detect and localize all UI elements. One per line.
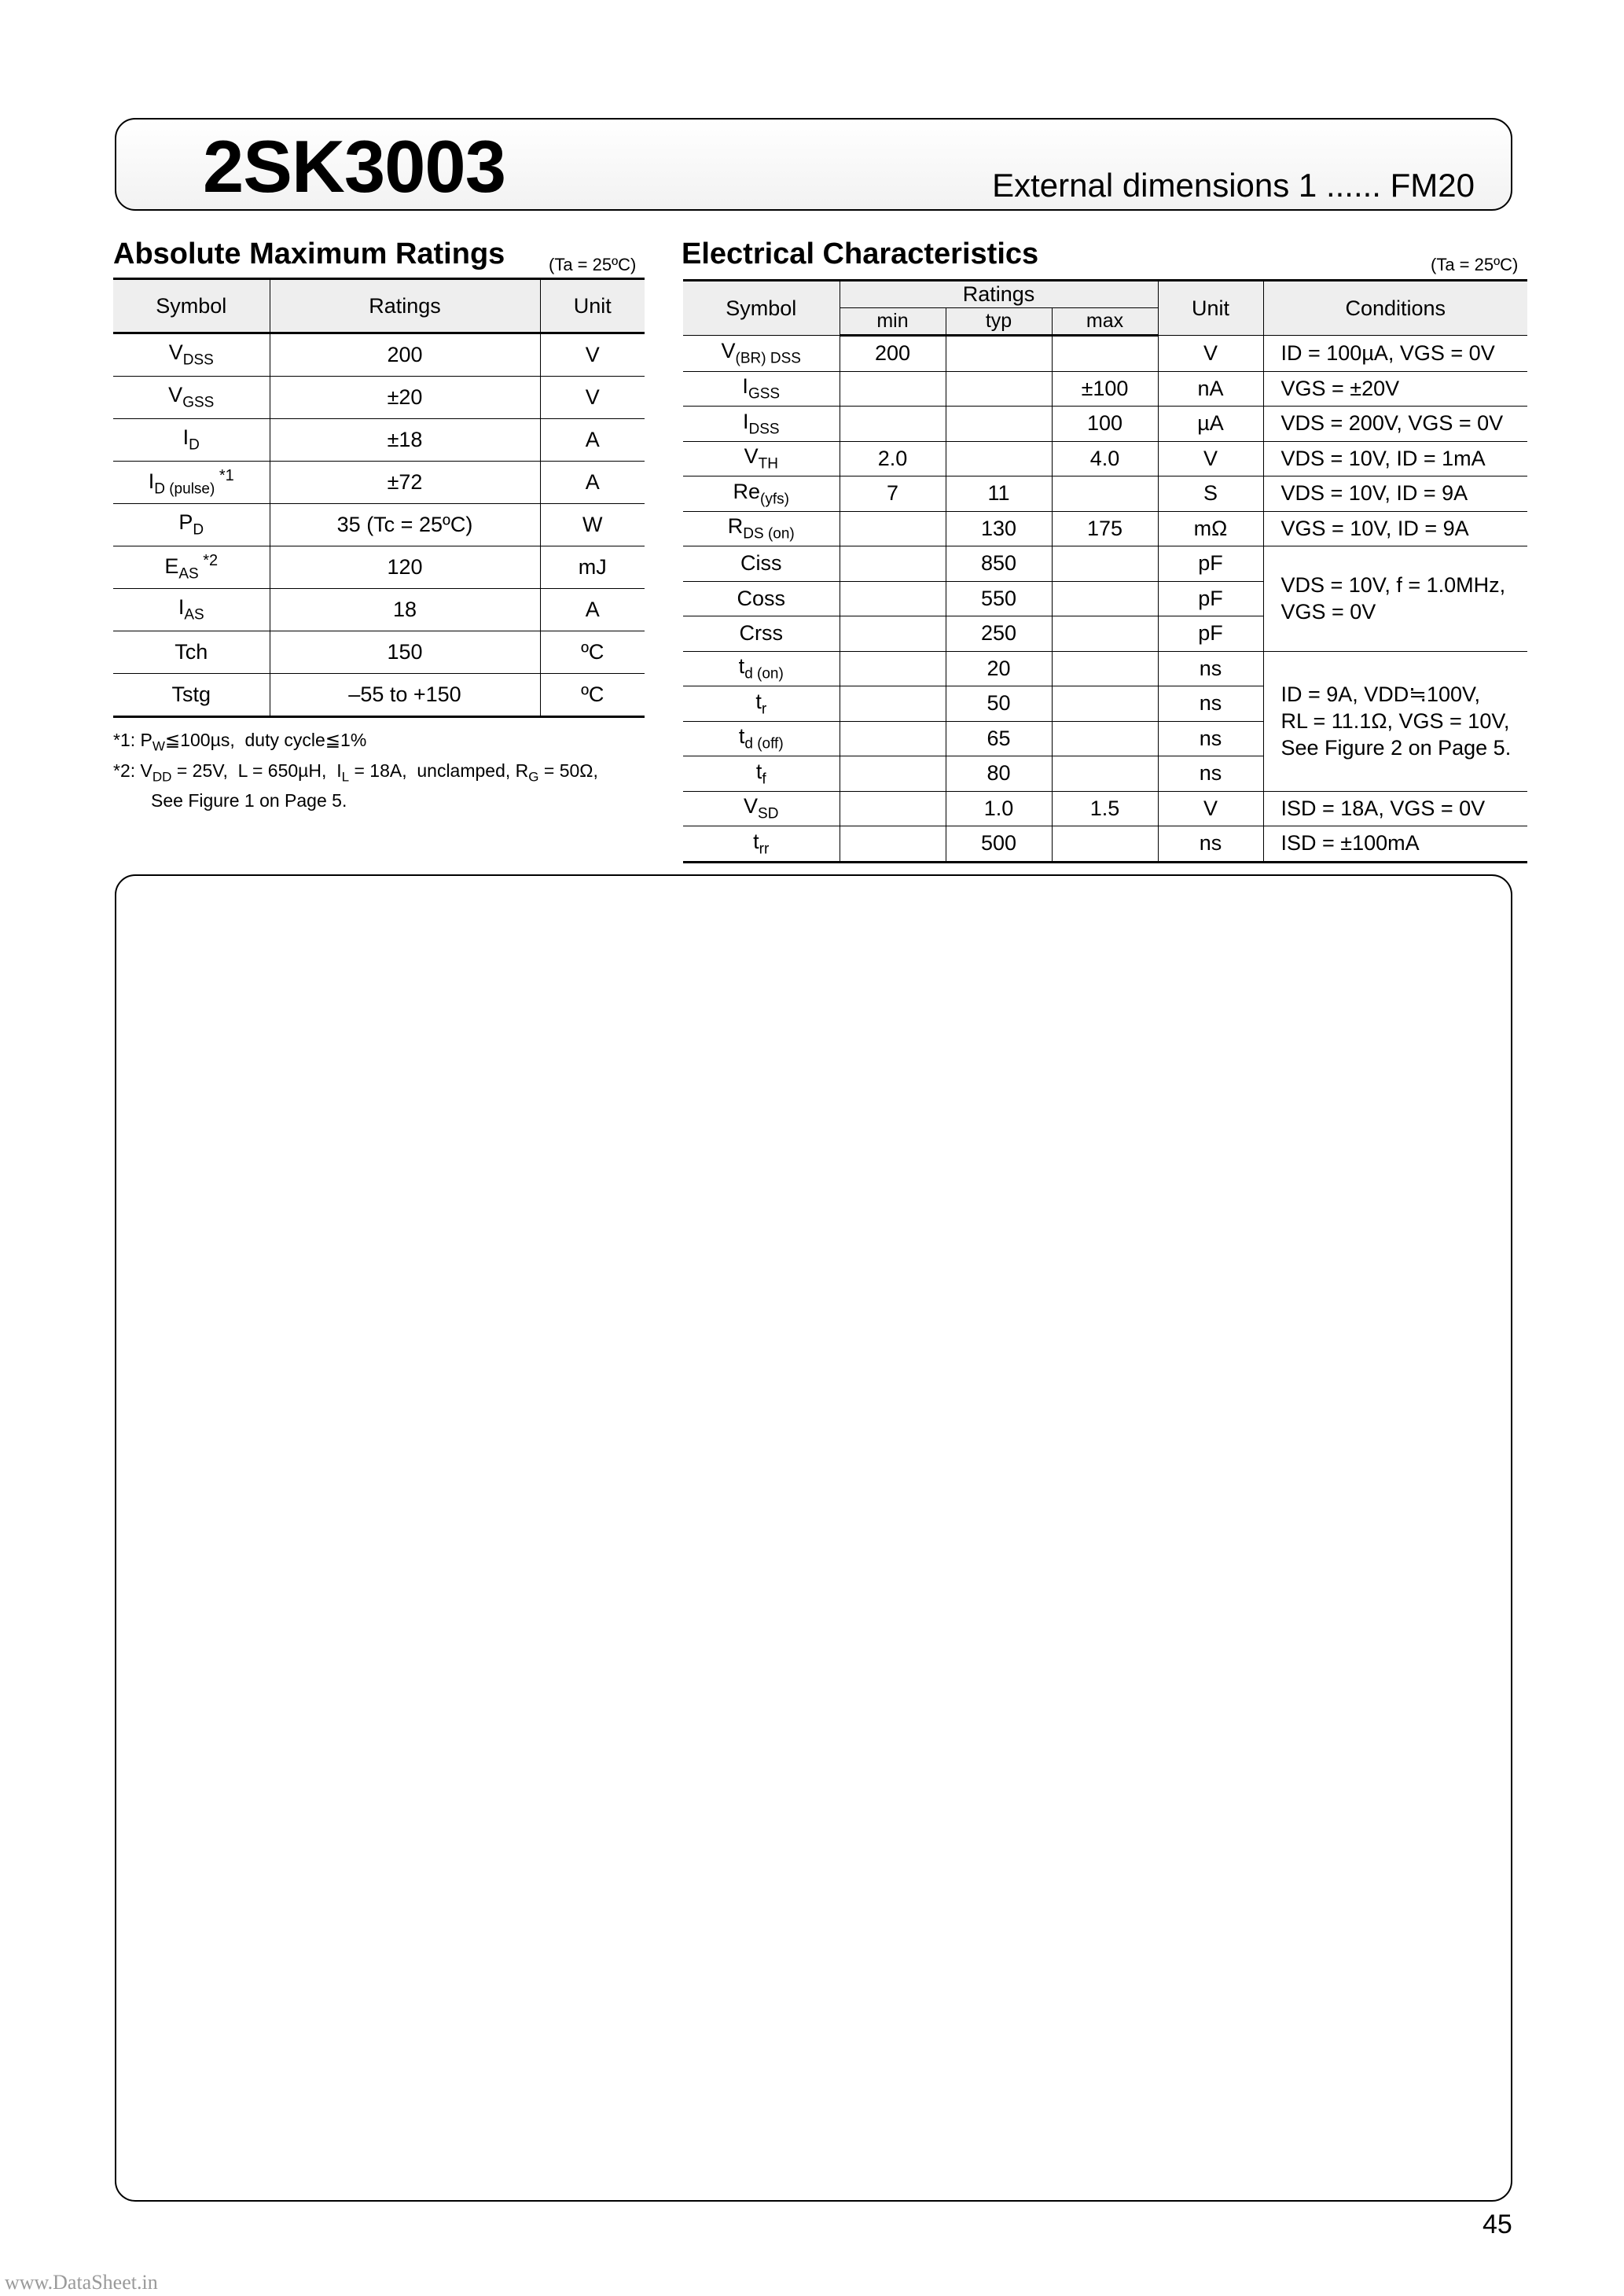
amr-title: Absolute Maximum Ratings	[113, 237, 505, 270]
symbol-subscript: DSS	[748, 420, 780, 437]
symbol-subscript: AS	[178, 565, 199, 583]
unit-cell: pF	[1158, 581, 1263, 616]
max-cell: 175	[1052, 511, 1158, 546]
unit-cell: ºC	[540, 674, 645, 717]
header-max: max	[1052, 308, 1158, 336]
conditions-cell: VDS = 200V, VGS = 0V	[1263, 407, 1527, 442]
ec-condition: (Ta = 25ºC)	[1431, 255, 1519, 274]
symbol-text: t	[755, 689, 762, 713]
symbol-text: I	[742, 409, 749, 433]
footnotes	[113, 728, 598, 812]
typ-cell	[946, 371, 1052, 407]
header-unit: Unit	[540, 279, 645, 333]
max-cell	[1052, 826, 1158, 863]
conditions-cell-capacitance	[1263, 546, 1527, 652]
table-row	[683, 407, 1527, 442]
symbol-cell	[683, 616, 840, 652]
min-cell	[840, 511, 946, 546]
unit-cell: S	[1158, 476, 1263, 512]
max-cell: 100	[1052, 407, 1158, 442]
symbol-cell	[113, 462, 270, 504]
header-conditions: Conditions	[1263, 281, 1527, 336]
unit-cell: pF	[1158, 546, 1263, 582]
symbol-cell	[683, 651, 840, 686]
symbol-subscript: SD	[758, 805, 779, 822]
min-cell	[840, 407, 946, 442]
typ-cell: 850	[946, 546, 1052, 582]
unit-cell: ns	[1158, 721, 1263, 756]
symbol-cell	[683, 336, 840, 372]
symbol-cell	[683, 441, 840, 476]
unit-cell: W	[540, 504, 645, 546]
symbol-text: Crss	[739, 621, 783, 646]
symbol-text: E	[164, 554, 179, 578]
footnote-2: *2: $V_{DD} = 25V$, L = 650µH, $I_L = 18A$, unclamped, $R_G = 50\Omega$,	[113, 760, 598, 785]
condition-line: ID = 9A, VDD≒100V,	[1280, 683, 1481, 706]
condition-line: RL = 11.1Ω, VGS = 10V,	[1280, 709, 1510, 733]
min-cell	[840, 651, 946, 686]
unit-cell: V	[1158, 791, 1263, 826]
typ-cell: 80	[946, 756, 1052, 792]
unit-cell: nA	[1158, 371, 1263, 407]
symbol-text: V	[721, 339, 736, 363]
table-row	[113, 333, 645, 377]
symbol-text: t	[738, 724, 745, 749]
typ-cell: 500	[946, 826, 1052, 863]
symbol-cell	[113, 377, 270, 419]
rating-cell: 200	[270, 333, 540, 377]
unit-cell: V	[1158, 441, 1263, 476]
symbol-footnote-ref: *2	[198, 551, 219, 569]
rating-cell: ±72	[270, 462, 540, 504]
max-cell: 4.0	[1052, 441, 1158, 476]
symbol-text: R	[727, 514, 744, 539]
table-row	[113, 674, 645, 717]
external-dimensions: External dimensions 1 ...... FM20	[992, 167, 1475, 204]
min-cell: 7	[840, 476, 946, 512]
symbol-text: P	[178, 510, 193, 535]
unit-cell: A	[540, 589, 645, 631]
table-row	[683, 476, 1527, 512]
symbol-text: Coss	[737, 586, 785, 610]
unit-cell: µA	[1158, 407, 1263, 442]
table-row	[113, 546, 645, 589]
min-cell	[840, 791, 946, 826]
max-cell	[1052, 476, 1158, 512]
symbol-subscript: DSS	[182, 351, 214, 369]
unit-cell: V	[1158, 336, 1263, 372]
table-row	[683, 791, 1527, 826]
symbol-subscript: (yfs)	[760, 490, 789, 507]
rating-cell: 120	[270, 546, 540, 589]
symbol-text: I	[742, 374, 748, 399]
min-cell	[840, 616, 946, 652]
table-header-row	[683, 281, 1527, 308]
max-cell	[1052, 546, 1158, 582]
table-row	[683, 441, 1527, 476]
table-row	[683, 336, 1527, 372]
rating-cell: 150	[270, 631, 540, 674]
table-row	[113, 631, 645, 674]
symbol-cell	[113, 631, 270, 674]
table-row	[683, 511, 1527, 546]
unit-cell: V	[540, 377, 645, 419]
unit-cell: A	[540, 419, 645, 462]
conditions-cell: ISD = ±100mA	[1263, 826, 1527, 863]
condition-line: VDS = 10V, f = 1.0MHz,	[1280, 573, 1506, 598]
table-row	[113, 589, 645, 631]
symbol-text: V	[744, 444, 759, 469]
symbol-cell	[683, 476, 840, 512]
symbol-text: Tstg	[171, 683, 211, 706]
symbol-cell	[683, 407, 840, 442]
typ-cell: 65	[946, 721, 1052, 756]
header-unit: Unit	[1158, 281, 1263, 336]
table-row	[113, 377, 645, 419]
typ-cell: 20	[946, 651, 1052, 686]
symbol-subscript: f	[762, 770, 766, 787]
conditions-cell: VDS = 10V, ID = 9A	[1263, 476, 1527, 512]
table-row	[113, 419, 645, 462]
ec-title: Electrical Characteristics	[682, 237, 1039, 270]
typ-cell	[946, 336, 1052, 372]
header-typ: typ	[946, 308, 1052, 336]
unit-cell: ºC	[540, 631, 645, 674]
max-cell	[1052, 616, 1158, 652]
table-header-row	[113, 279, 645, 333]
max-cell: 1.5	[1052, 791, 1158, 826]
min-cell	[840, 756, 946, 792]
symbol-cell	[683, 546, 840, 582]
unit-cell: ns	[1158, 686, 1263, 722]
max-cell	[1052, 651, 1158, 686]
unit-cell: mJ	[540, 546, 645, 589]
symbol-cell	[113, 504, 270, 546]
symbol-text: t	[738, 654, 745, 679]
table-row	[683, 546, 1527, 582]
symbol-cell	[683, 826, 840, 863]
typ-cell: 550	[946, 581, 1052, 616]
symbol-cell	[113, 674, 270, 717]
unit-cell: V	[540, 333, 645, 377]
symbol-cell	[683, 686, 840, 722]
symbol-subscript: r	[761, 700, 767, 717]
symbol-cell	[113, 589, 270, 631]
symbol-cell	[683, 721, 840, 756]
conditions-cell: ISD = 18A, VGS = 0V	[1263, 791, 1527, 826]
symbol-text: Re	[733, 479, 761, 503]
typ-cell: 50	[946, 686, 1052, 722]
symbol-cell	[683, 581, 840, 616]
unit-cell: pF	[1158, 616, 1263, 652]
symbol-text: t	[753, 829, 759, 853]
symbol-subscript: D (pulse)	[154, 480, 215, 498]
min-cell: 200	[840, 336, 946, 372]
min-cell	[840, 546, 946, 582]
header-ratings: Ratings	[840, 281, 1158, 308]
symbol-text: I	[178, 595, 185, 620]
symbol-cell	[113, 546, 270, 589]
rating-cell: ±20	[270, 377, 540, 419]
symbol-text: Ciss	[740, 551, 782, 576]
header-symbol: Symbol	[113, 279, 270, 333]
header-ratings: Ratings	[270, 279, 540, 333]
unit-cell: ns	[1158, 651, 1263, 686]
symbol-subscript: DS (on)	[743, 525, 795, 543]
typ-cell: 11	[946, 476, 1052, 512]
symbol-subscript: AS	[184, 606, 204, 624]
min-cell	[840, 721, 946, 756]
footnote-1: *1: $P_W≦100\mu s$, duty cycle≦1%	[113, 730, 367, 754]
max-cell	[1052, 686, 1158, 722]
conditions-cell: ID = 100µA, VGS = 0V	[1263, 336, 1527, 372]
typ-cell: 250	[946, 616, 1052, 652]
max-cell	[1052, 581, 1158, 616]
conditions-cell: VGS = 10V, ID = 9A	[1263, 511, 1527, 546]
typ-cell: 1.0	[946, 791, 1052, 826]
symbol-subscript: rr	[759, 840, 770, 857]
max-cell	[1052, 721, 1158, 756]
table-row	[683, 371, 1527, 407]
header-symbol: Symbol	[683, 281, 840, 336]
conditions-cell: VGS = ±20V	[1263, 371, 1527, 407]
table-row	[683, 826, 1527, 863]
symbol-subscript: d (on)	[744, 665, 784, 683]
rating-cell: 18	[270, 589, 540, 631]
symbol-footnote-ref: *1	[215, 466, 234, 484]
symbol-cell	[113, 333, 270, 377]
rating-cell: –55 to +150	[270, 674, 540, 717]
table-row	[113, 504, 645, 546]
symbol-text: V	[744, 794, 759, 819]
symbol-subscript: D	[193, 521, 204, 539]
part-number: 2SK3003	[203, 125, 505, 208]
min-cell	[840, 581, 946, 616]
symbol-cell	[683, 756, 840, 792]
symbol-subscript: D	[189, 436, 200, 454]
min-cell	[840, 826, 946, 863]
table-row	[683, 651, 1527, 686]
typ-cell	[946, 407, 1052, 442]
min-cell	[840, 371, 946, 407]
figure-area	[115, 874, 1512, 2202]
conditions-cell-switching	[1263, 651, 1527, 791]
symbol-subscript: TH	[758, 455, 778, 473]
symbol-text: Tch	[175, 640, 208, 664]
max-cell: ±100	[1052, 371, 1158, 407]
watermark: www.DataSheet.in	[5, 2271, 158, 2294]
unit-cell: mΩ	[1158, 511, 1263, 546]
symbol-text: V	[168, 340, 183, 365]
max-cell	[1052, 756, 1158, 792]
symbol-text: I	[148, 469, 155, 493]
page-number: 45	[1483, 2210, 1512, 2239]
symbol-cell	[113, 419, 270, 462]
symbol-text: t	[755, 759, 762, 783]
unit-cell: ns	[1158, 826, 1263, 863]
min-cell: 2.0	[840, 441, 946, 476]
electrical-characteristics-table	[683, 279, 1527, 863]
symbol-text: V	[168, 383, 183, 407]
unit-cell: A	[540, 462, 645, 504]
footnote-2-cont: See Figure 1 on Page 5.	[151, 790, 347, 811]
table-row	[113, 462, 645, 504]
absolute-maximum-ratings-table	[113, 278, 645, 718]
amr-condition: (Ta = 25ºC)	[549, 255, 637, 274]
symbol-subscript: (BR) DSS	[735, 350, 801, 367]
conditions-cell: VDS = 10V, ID = 1mA	[1263, 441, 1527, 476]
symbol-subscript: GSS	[748, 385, 781, 403]
condition-line: See Figure 2 on Page 5.	[1280, 736, 1512, 760]
typ-cell	[946, 441, 1052, 476]
min-cell	[840, 686, 946, 722]
symbol-cell	[683, 791, 840, 826]
symbol-text: I	[182, 425, 189, 450]
header-min: min	[840, 308, 946, 336]
symbol-subscript: GSS	[182, 394, 215, 411]
symbol-subscript: d (off)	[744, 735, 784, 752]
condition-line: VGS = 0V	[1280, 600, 1376, 624]
max-cell	[1052, 336, 1158, 372]
rating-cell: ±18	[270, 419, 540, 462]
symbol-cell	[683, 511, 840, 546]
rating-cell: 35 (Tc = 25ºC)	[270, 504, 540, 546]
typ-cell: 130	[946, 511, 1052, 546]
symbol-cell	[683, 371, 840, 407]
unit-cell: ns	[1158, 756, 1263, 792]
